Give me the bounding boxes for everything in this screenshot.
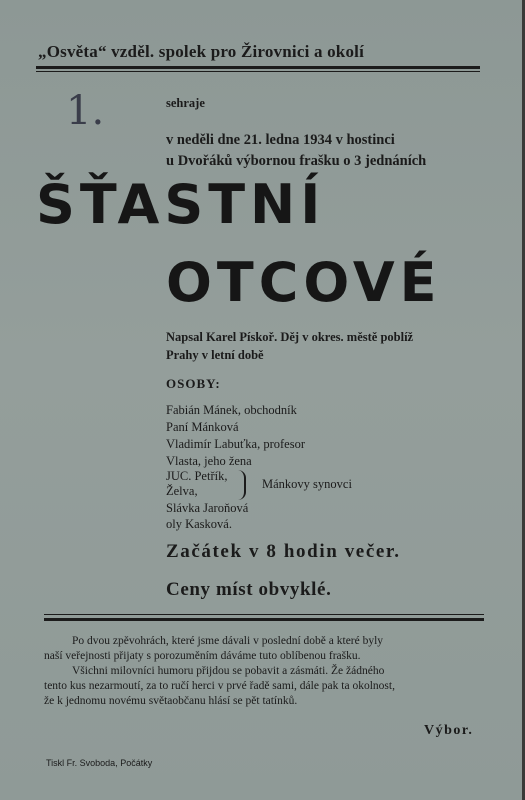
cast-member: Vladimír Labuťka, profesor <box>166 437 305 451</box>
bottom-rule-thin <box>44 614 484 615</box>
performance-venue-line: u Dvořáků výbornou frašku o 3 jednáních <box>166 153 427 169</box>
signature: Výbor. <box>424 723 474 738</box>
start-time: Začátek v 8 hodin večer. <box>166 541 401 562</box>
play-title-word1: ŠŤASTNÍ <box>36 173 326 236</box>
cast-group-brace <box>236 470 246 500</box>
handwritten-number: 1. <box>66 88 105 134</box>
cast-member: oly Kasková. <box>166 517 232 531</box>
top-rule-thin <box>36 71 480 72</box>
performance-date-line: v neděli dne 21. ledna 1934 v hostinci <box>166 132 395 148</box>
printer-imprint: Tiskl Fr. Svoboda, Počátky <box>46 758 153 768</box>
performance-verb: sehraje <box>166 96 205 110</box>
top-rule-thick <box>36 66 480 69</box>
cast-member: Slávka Jaroňová <box>166 501 249 515</box>
cast-member: Vlasta, jeho žena <box>166 454 252 468</box>
cast-member: Fabián Mánek, obchodník <box>166 403 297 417</box>
cast-member: JUC. Petřík, <box>166 469 228 483</box>
footer-para2-line3: že k jednomu novému světaobčanu hlásí se pět tatínků. <box>44 695 298 707</box>
footer-para1-line1: Po dvou zpěvohrách, které jsme dávali v poslední době a které byly <box>72 635 384 647</box>
cast-heading: OSOBY: <box>166 376 221 391</box>
bottom-rule-thick <box>44 618 484 621</box>
ticket-prices: Ceny míst obvyklé. <box>166 579 332 600</box>
cast-member: Želva, <box>166 484 198 498</box>
footer-para2-line2: tento kus nezarmoutí, za to ručí herci v prvé řadě sami, dále pak ta okolnost, <box>44 680 395 692</box>
play-title-word2: OTCOVÉ <box>166 251 442 314</box>
author-line1: Napsal Karel Pískoř. Děj v okres. městě poblíž <box>166 330 414 344</box>
footer-para1-line2: naší veřejnosti přijaty s porozuměním dáváme tuto oblíbenou frašku. <box>44 650 361 662</box>
association-name: „Osvěta“ vzděl. spolek pro Žirovnici a okolí <box>38 42 364 61</box>
cast-member: Paní Mánková <box>166 420 239 434</box>
author-line2: Prahy v letní době <box>166 348 264 362</box>
footer-para2-line1: Všichni milovníci humoru přijdou se pobavit a zásmáti. Že žádného <box>72 665 385 677</box>
cast-group-note: Mánkovy synovci <box>262 477 352 491</box>
